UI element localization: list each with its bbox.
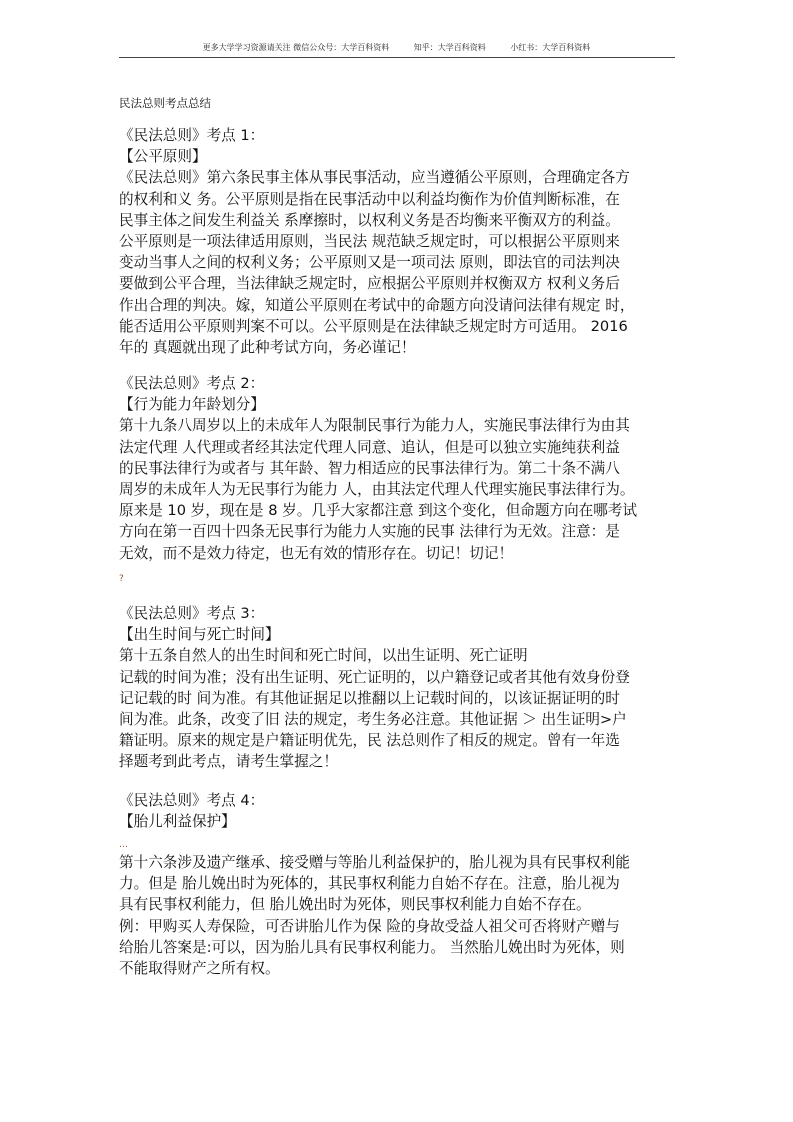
text-line: 能否适用公平原则判案不可以。公平原则是在法律缺乏规定时方可适用。 2016 bbox=[119, 317, 628, 335]
section-heading: 《民法总则》考点 1： bbox=[119, 127, 265, 144]
text-line: 具有民事权利能力，但 胎儿娩出时为死体，则民事权利能力自始不存在。 bbox=[119, 896, 591, 914]
header-wechat-note: 更多大学学习资源请关注 微信公众号：大学百科资料 bbox=[202, 43, 390, 52]
section-subheading: 【行为能力年龄划分】 bbox=[119, 396, 265, 414]
text-line: 第十六条涉及遗产继承、接受赠与等胎儿利益保护的，胎儿视为具有民事权利能 bbox=[119, 854, 630, 871]
header-rule bbox=[119, 57, 675, 58]
stray-mark: ? bbox=[119, 574, 124, 584]
header-xiaohongshu-note: 小红书：大学百科资料 bbox=[510, 43, 591, 52]
stray-mark: … bbox=[119, 840, 128, 850]
text-line: 的权利和义 务。公平原则是指在民事活动中以利益均衡作为价值判断标准，在 bbox=[119, 190, 620, 208]
text-line: 年的 真题就出现了此种考试方向，务必谨记！ bbox=[119, 339, 416, 357]
text-line: 例：甲购买人寿保险，可否讲胎儿作为保 险的身故受益人祖父可否将财产赠与 bbox=[119, 917, 620, 935]
section-heading: 《民法总则》考点 2： bbox=[119, 375, 265, 392]
text-line: 法定代理 人代理或者经其法定代理人同意、追认，但是可以独立实施纯获利益 bbox=[119, 438, 620, 456]
section-3 bbox=[119, 603, 679, 773]
text-line: 《民法总则》第六条民事主体从事民事活动，应当遵循公平原则，合理确定各方 bbox=[119, 169, 630, 187]
text-line: 公平原则是一项法律适用原则，当民法 规范缺乏规定时，可以根据公平原则来 bbox=[119, 233, 620, 251]
text-line: 择题考到此考点，请考生掌握之！ bbox=[119, 753, 338, 771]
section-2 bbox=[119, 373, 679, 564]
text-line: 第十九条八周岁以上的未成年人为限制民事行为能力人，实施民事法律行为由其 bbox=[119, 417, 630, 435]
document-title: 民法总则考点总结 bbox=[119, 96, 211, 110]
section-subheading: 【出生时间与死亡时间】 bbox=[119, 626, 280, 644]
page-header bbox=[0, 42, 793, 53]
text-line: 第十五条自然人的出生时间和死亡时间，以出生证明、死亡证明 bbox=[119, 647, 528, 665]
text-line: 无效，而不是效力待定，也无有效的情形存在。切记！切记！ bbox=[119, 544, 514, 562]
section-heading: 《民法总则》考点 4： bbox=[119, 792, 265, 809]
text-line: 间为准。此条，改变了旧 法的规定，考生务必注意。其他证据 ＞ 出生证明>户 bbox=[119, 711, 627, 729]
header-zhihu-note: 知乎：大学百科资料 bbox=[413, 43, 486, 52]
text-line: 力。但是 胎儿娩出时为死体的，其民事权利能力自始不存在。注意，胎儿视为 bbox=[119, 875, 620, 893]
text-line: 要做到公平合理，当法律缺乏规定时，应根据公平原则并权衡双方 权利义务后 bbox=[119, 275, 620, 293]
section-heading: 《民法总则》考点 3： bbox=[119, 605, 265, 622]
text-line: 作出合理的判决。嫁，知道公平原则在考试中的命题方向没请问法律有规定 时， bbox=[119, 296, 635, 314]
section-4-body bbox=[119, 852, 679, 979]
section-1 bbox=[119, 125, 679, 358]
section-subheading: 【胎儿利益保护】 bbox=[119, 813, 236, 831]
text-line: 籍证明。原来的规定是户籍证明优先，民 法总则作了相反的规定。曾有一年选 bbox=[119, 732, 620, 750]
text-line: 给胎儿答案是:可以，因为胎儿具有民事权利能力。 当然胎儿娩出时为死体，则 bbox=[119, 938, 625, 956]
text-line: 不能取得财产之所有权。 bbox=[119, 960, 280, 978]
text-line: 变动当事人之间的权利义务；公平原则又是一项司法 原则，即法官的司法判决 bbox=[119, 254, 620, 272]
text-line: 记记载的时 间为准。有其他证据足以推翻以上记载时间的，以该证据证明的时 bbox=[119, 689, 620, 707]
text-line: 的民事法律行为或者与 其年龄、智力相适应的民事法律行为。第二十条不满八 bbox=[119, 459, 620, 477]
text-line: 原来是 10 岁，现在是 8 岁。几乎大家都注意 到这个变化，但命题方向在哪考试 bbox=[119, 502, 638, 520]
section-subheading: 【公平原则】 bbox=[119, 148, 207, 166]
text-line: 民事主体之间发生利益关 系摩擦时，以权利义务是否均衡来平衡双方的利益。 bbox=[119, 211, 620, 229]
text-line: 方向在第一百四十四条无民事行为能力人实施的民事 法律行为无效。注意：是 bbox=[119, 523, 620, 541]
text-line: 周岁的未成年人为无民事行为能力 人，由其法定代理人代理实施民事法律行为。 bbox=[119, 481, 635, 499]
section-4 bbox=[119, 790, 679, 832]
text-line: 记载的时间为准；没有出生证明、死亡证明的，以户籍登记或者其他有效身份登 bbox=[119, 668, 630, 686]
